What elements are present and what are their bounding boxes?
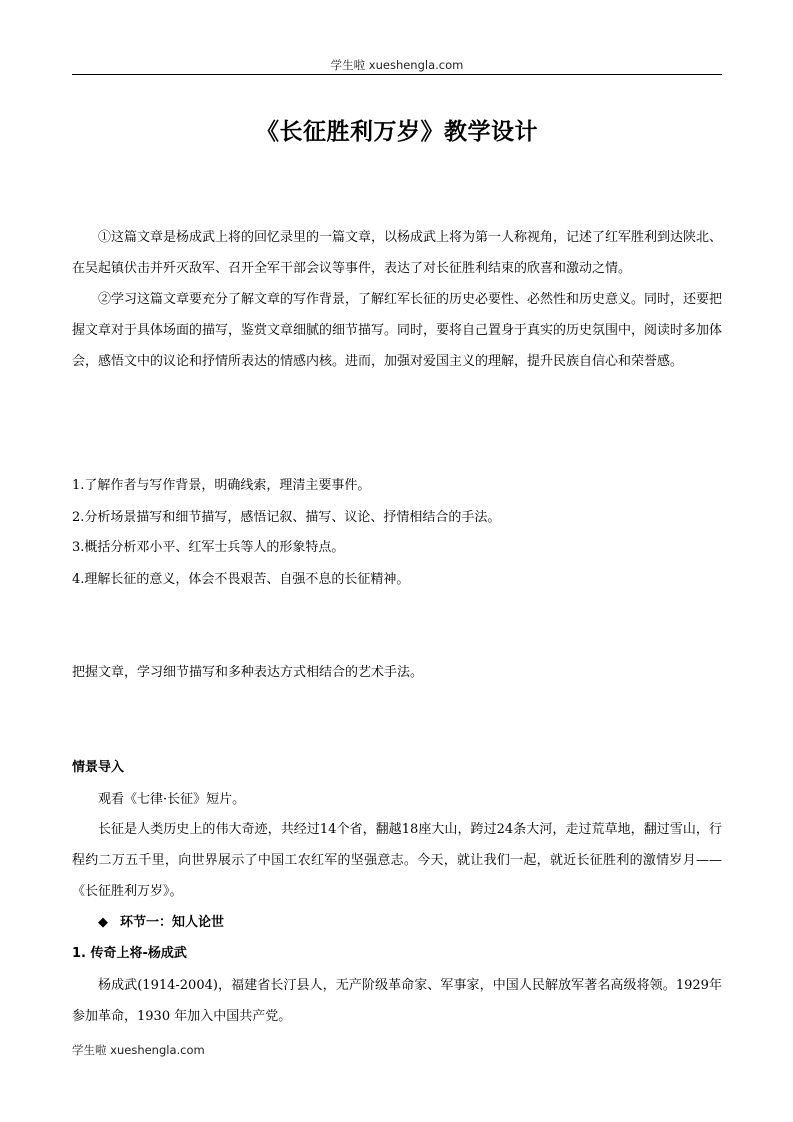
intro-line-1: 观看《七律·长征》短片。 xyxy=(98,792,246,807)
section-1-heading-text: 环节一：知人论世 xyxy=(120,915,225,930)
section-1-heading xyxy=(98,913,224,933)
objective-3: 3.概括分析邓小平、红军士兵等人的形象特点。 xyxy=(72,540,345,555)
section-1-subheading: 1. 传奇上将-杨成武 xyxy=(72,946,187,961)
objective-1: 1.了解作者与写作背景，明确线索，理清主要事件。 xyxy=(72,478,371,493)
header-divider xyxy=(72,74,722,75)
intro-section-paragraph: 长征是人类历史上的伟大奇迹，共经过14个省，翻越18座大山，跨过24条大河，走过荒草地，翻过雪山，行程约二万五千里，向世界展示了中国工农红军的坚强意志。今天，就让我们一起，就近长征胜利的激情岁月——《长征胜利万岁》。 xyxy=(72,822,722,899)
section-heading-intro: 情景导入 xyxy=(72,760,125,775)
diamond-bullet-icon: ◆ xyxy=(98,915,108,930)
key-point: 把握文章，学习细节描写和多种表达方式相结合的艺术手法。 xyxy=(72,665,424,680)
intro-paragraph-1: ①这篇文章是杨成武上将的回忆录里的一篇文章，以杨成武上将为第一人称视角，记述了红军胜利到达陕北、在吴起镇伏击并歼灭敌军、召开全军干部会议等事件，表达了对长征胜利结束的欣喜和激动之情。 xyxy=(72,230,723,276)
page-header: 学生啦 xueshengla.com xyxy=(330,58,464,72)
page-footer: 学生啦 xueshengla.com xyxy=(72,1043,205,1057)
objective-4: 4.理解长征的意义，体会不畏艰苦、自强不息的长征精神。 xyxy=(72,572,410,587)
bio-paragraph: 杨成武(1914-2004)，福建省长汀县人，无产阶级革命家、军事家，中国人民解放军著名高级将领。1929年参加革命，1930 年加入中国共产党。 xyxy=(72,978,722,1024)
document-title: 《长征胜利万岁》教学设计 xyxy=(256,119,538,145)
intro-paragraph-2: ②学习这篇文章要充分了解文章的写作背景，了解红军长征的历史必要性、必然性和历史意义。同时，还要把握文章对于具体场面的描写，鉴赏文章细腻的细节描写。同时，要将自己置身于真实的历史氛围中，阅读时多加体会，感悟文中的议论和抒情所表达的情感内核。进而，加强对爱国主义的理解，提升民族自信心和荣誉感。 xyxy=(72,292,723,369)
objective-2: 2.分析场景描写和细节描写，感悟记叙、描写、议论、抒情相结合的手法。 xyxy=(72,510,501,525)
